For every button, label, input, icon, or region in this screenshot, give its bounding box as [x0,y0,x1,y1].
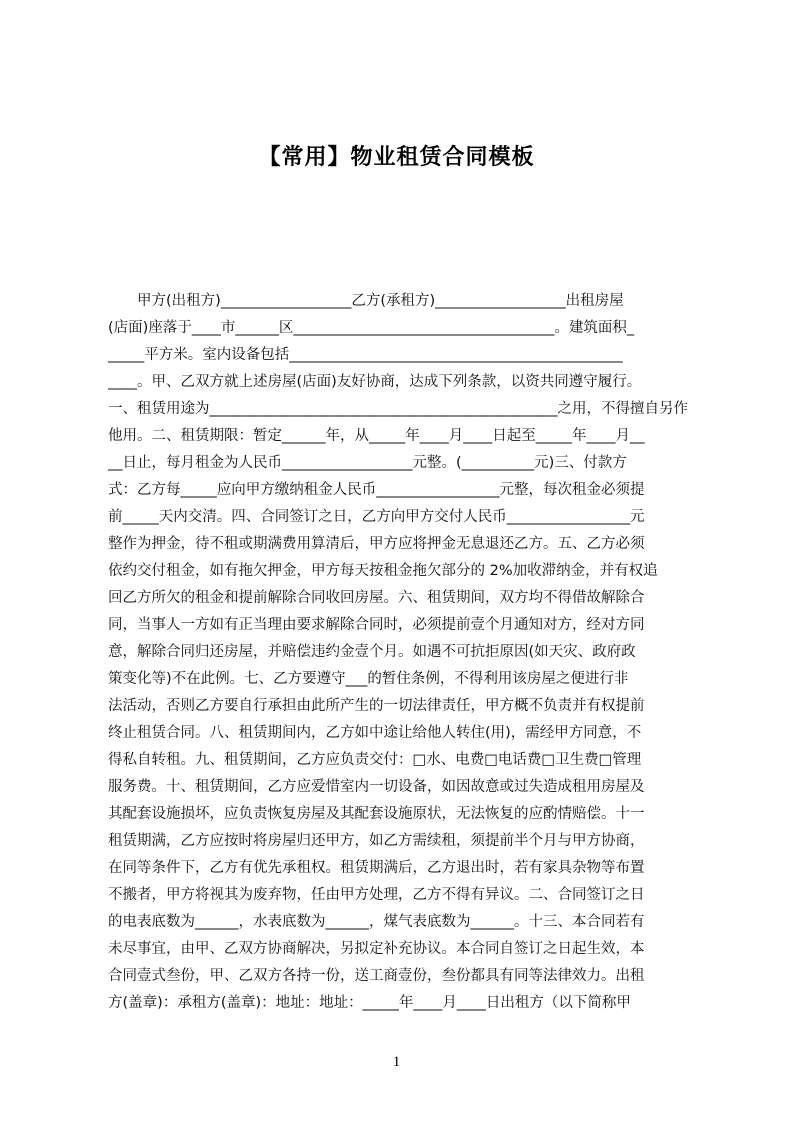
text-line: 服务费。十、租赁期间，乙方应爱惜室内一切设备，如因故意或过失造成租用房屋及 [108,779,645,795]
text-line: 甲方(出租方)__________________乙方(承租方)__________________出租房屋 [108,293,624,309]
text-line: 其配套设施损坏，应负责恢复房屋及其配套设施原状，无法恢复的应酌情赔偿。十一 [108,806,645,822]
text-line: 他用。二、租赁期限：暂定______年，从_____年____月____日起至_____年____月__ [108,428,645,444]
text-line: 策变化等)不在此例。七、乙方要遵守___的暂住条例，不得利用该房屋之便进行非 [108,671,629,687]
text-line: 方(盖章)：承租方(盖章)：地址：地址：_____年____月____日出租方（以下简称甲 [108,995,631,1011]
text-line: 一、租赁用途为________________________________________________之用，不得擅自另作 [108,401,688,417]
text-line: 同，当事人一方如有正当理由要求解除合同时，必须提前壹个月通知对方，经对方同 [108,617,645,633]
text-line: (店面)座落于____市______区____________________________________。建筑面积_ [108,320,635,336]
text-line: 依约交付租金，如有拖欠押金，甲方每天按租金拖欠部分的 2%加收滞纳金，并有权追 [108,563,658,579]
text-line: 在同等条件下，乙方有优先承租权。租赁期满后，乙方退出时，若有家具杂物等布置 [108,860,645,876]
text-line: 回乙方所欠的租金和提前解除合同收回房屋。六、租赁期间，双方均不得借故解除合 [108,590,645,606]
text-line: 的电表底数为______，水表底数为______，煤气表底数为______。十三、本合同若有 [108,914,645,930]
text-line: _____平方米。室内设备包括______________________________________________ [108,347,623,363]
text-line: 整作为押金，待不租或期满费用算清后，甲方应将押金无息退还乙方。五、乙方必须 [108,536,645,552]
text-line: 未尽事宜，由甲、乙双方协商解决，另拟定补充协议。本合同自签订之日起生效，本 [108,941,645,957]
document-title: 【常用】物业租赁合同模板 [258,145,535,170]
text-line: 租赁期满，乙方应按时将房屋归还甲方，如乙方需续租，须提前半个月与甲方协商， [108,833,645,849]
text-line: 得私自转租。九、租赁期间，乙方应负责交付：□水、电费□电话费□卫生费□管理 [108,752,642,768]
text-line: 终止租赁合同。八、租赁期间内，乙方如中途让给他人转住(用)，需经甲方同意，不 [108,725,642,741]
page-number: 1 [392,1054,401,1070]
text-line: ____。甲、乙双方就上述房屋(店面)友好协商，达成下列条款，以资共同遵守履行。 [108,374,642,390]
text-line: 前_____天内交清。四、合同签订之日，乙方向甲方交付人民币_________________元 [108,509,645,525]
text-line: 合同壹式叁份，甲、乙双方各持一份，送工商壹份，叁份都具有同等法律效力。出租 [108,968,645,984]
text-line: 不搬者，甲方将视其为废弃物，任由甲方处理，乙方不得有异议。二、合同签订之日 [108,887,645,903]
contract-body [108,288,698,1017]
text-line: 意，解除合同归还房屋，并赔偿违约金壹个月。如遇不可抗拒原因(如天灾、政府政 [108,644,636,660]
text-line: 式：乙方每_____应向甲方缴纳租金人民币_________________元整，每次租金必须提 [108,482,645,498]
text-line: 法活动，否则乙方要自行承担由此所产生的一切法律责任，甲方概不负责并有权提前 [108,698,645,714]
text-line: __日止，每月租金为人民币__________________元整。(__________元)三、付款方 [108,455,627,471]
